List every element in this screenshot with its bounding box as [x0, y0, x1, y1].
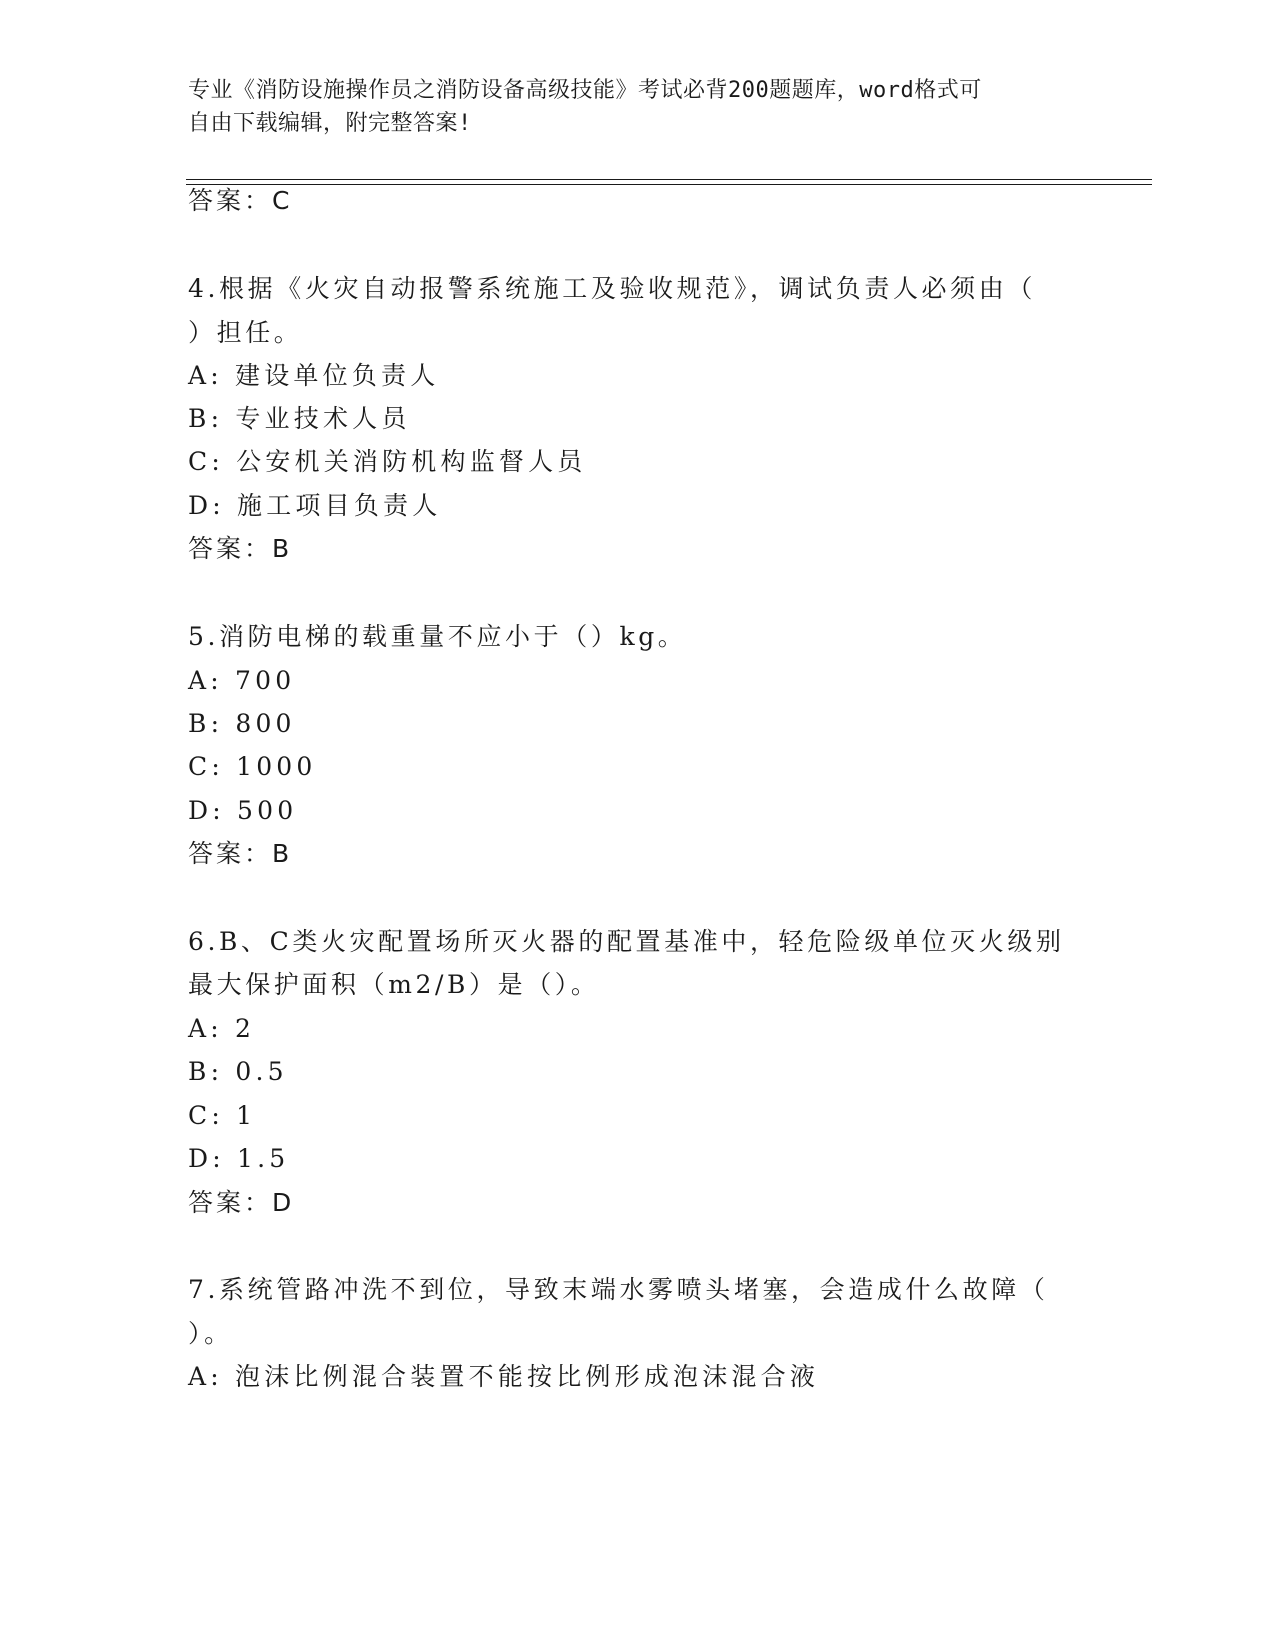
question-7-text-line-2: ）。: [188, 1319, 233, 1348]
question-6-option-a: A: 2: [188, 1014, 256, 1043]
question-5-answer: 答案：B: [188, 839, 293, 868]
question-6-answer: 答案：D: [188, 1188, 295, 1217]
question-4-option-c: C: 公安机关消防机构监督人员: [188, 447, 587, 476]
header-divider-top: [186, 179, 1152, 180]
question-7-option-a: A: 泡沫比例混合装置不能按比例形成泡沫混合液: [188, 1362, 820, 1391]
question-5-text-line-1: 5.消防电梯的载重量不应小于（）kg。: [188, 622, 687, 651]
header-divider-bottom: [186, 184, 1152, 185]
previous-question-answer: 答案：C: [188, 186, 293, 215]
question-4-option-a: A: 建设单位负责人: [188, 361, 440, 390]
question-5-option-a: A: 700: [188, 666, 296, 695]
question-4-option-b: B: 专业技术人员: [188, 404, 411, 433]
question-4-option-d: D: 施工项目负责人: [188, 491, 442, 520]
question-6-option-d: D: 1.5: [188, 1144, 290, 1173]
question-4-text-line-1: 4.根据《火灾自动报警系统施工及验收规范》，调试负责人必须由（: [188, 274, 1036, 303]
question-4-answer: 答案：B: [188, 534, 293, 563]
question-5-option-c: C: 1000: [188, 752, 317, 781]
question-4-text-line-2: ）担任。: [188, 318, 303, 347]
question-5-option-b: B: 800: [188, 709, 296, 738]
header-line-2: 自由下载编辑，附完整答案!: [188, 111, 472, 136]
question-6-option-c: C: 1: [188, 1101, 257, 1130]
page-header: [188, 74, 1068, 140]
question-6-text-line-1: 6.B、C类火灾配置场所灭火器的配置基准中，轻危险级单位灭火级别: [188, 927, 1065, 956]
question-6-text-line-2: 最大保护面积（m2/B）是（）。: [188, 970, 600, 999]
header-line-1: 专业《消防设施操作员之消防设备高级技能》考试必背200题题库，word格式可: [188, 78, 982, 103]
question-5-option-d: D: 500: [188, 796, 298, 825]
question-7-text-line-1: 7.系统管路冲洗不到位，导致末端水雾喷头堵塞，会造成什么故障（: [188, 1275, 1049, 1304]
question-6-option-b: B: 0.5: [188, 1057, 288, 1086]
